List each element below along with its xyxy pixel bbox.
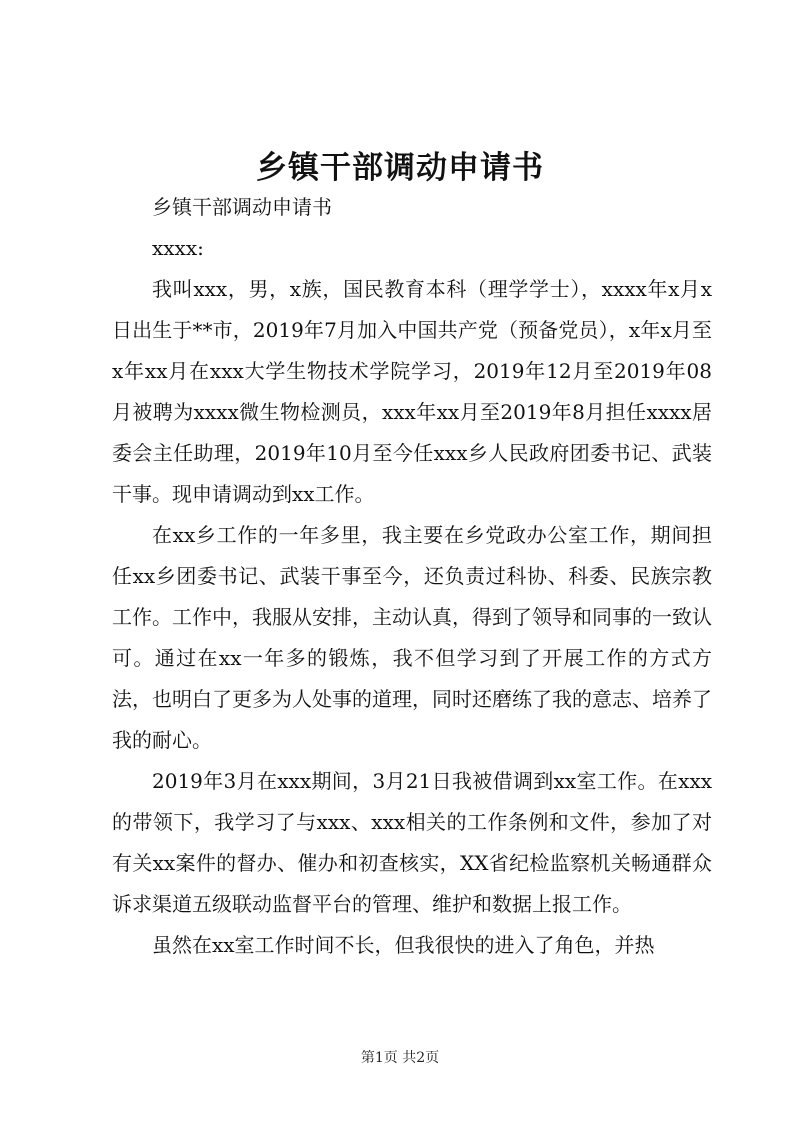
document-body xyxy=(112,187,712,966)
subtitle-line: 乡镇干部调动申请书 xyxy=(152,195,332,219)
paragraph-work-experience: 在xx乡工作的一年多里，我主要在乡党政办公室工作，期间担任xx乡团委书记、武装干事至今，还负责过科协、科委、民族宗教工作。工作中，我服从安排，主动认真，得到了领导和同事的一致认可。通过在xx一年多的锻炼，我不但学习到了开展工作的方式方法，也明白了更多为人处事的道理，同时还磨练了我的意志、培养了我的耐心。 xyxy=(112,523,712,752)
salutation-line: xxxx: xyxy=(152,236,204,260)
paragraph-introduction: 我叫xxx，男，x族，国民教育本科（理学学士），xxxx年x月x日出生于**市，2019年7月加入中国共产党（预备党员），x年x月至x年xx月在xxx大学生物技术学院学习，2019年12月至2019年08月被聘为xxxx微生物检测员，xxx年xx月至2019年8月担任xxxx居委会主任助理，2019年10月至今任xxx乡人民政府团委书记、武装干事。现申请调动到xx工作。 xyxy=(112,277,712,506)
paragraph-continuation: 虽然在xx室工作时间不长，但我很快的进入了角色，并热 xyxy=(152,933,655,957)
paragraph-secondment: 2019年3月在xxx期间，3月21日我被借调到xx室工作。在xxx的带领下，我学习了与xxx、xxx相关的工作条例和文件，参加了对有关xx案件的督办、催办和初查核实，XX省纪检监察机关畅通群众诉求渠道五级联动监督平台的管理、维护和数据上报工作。 xyxy=(112,769,712,916)
document-title: 乡镇干部调动申请书 xyxy=(256,150,544,186)
page-footer: 第1页 共2页 xyxy=(360,1050,440,1066)
